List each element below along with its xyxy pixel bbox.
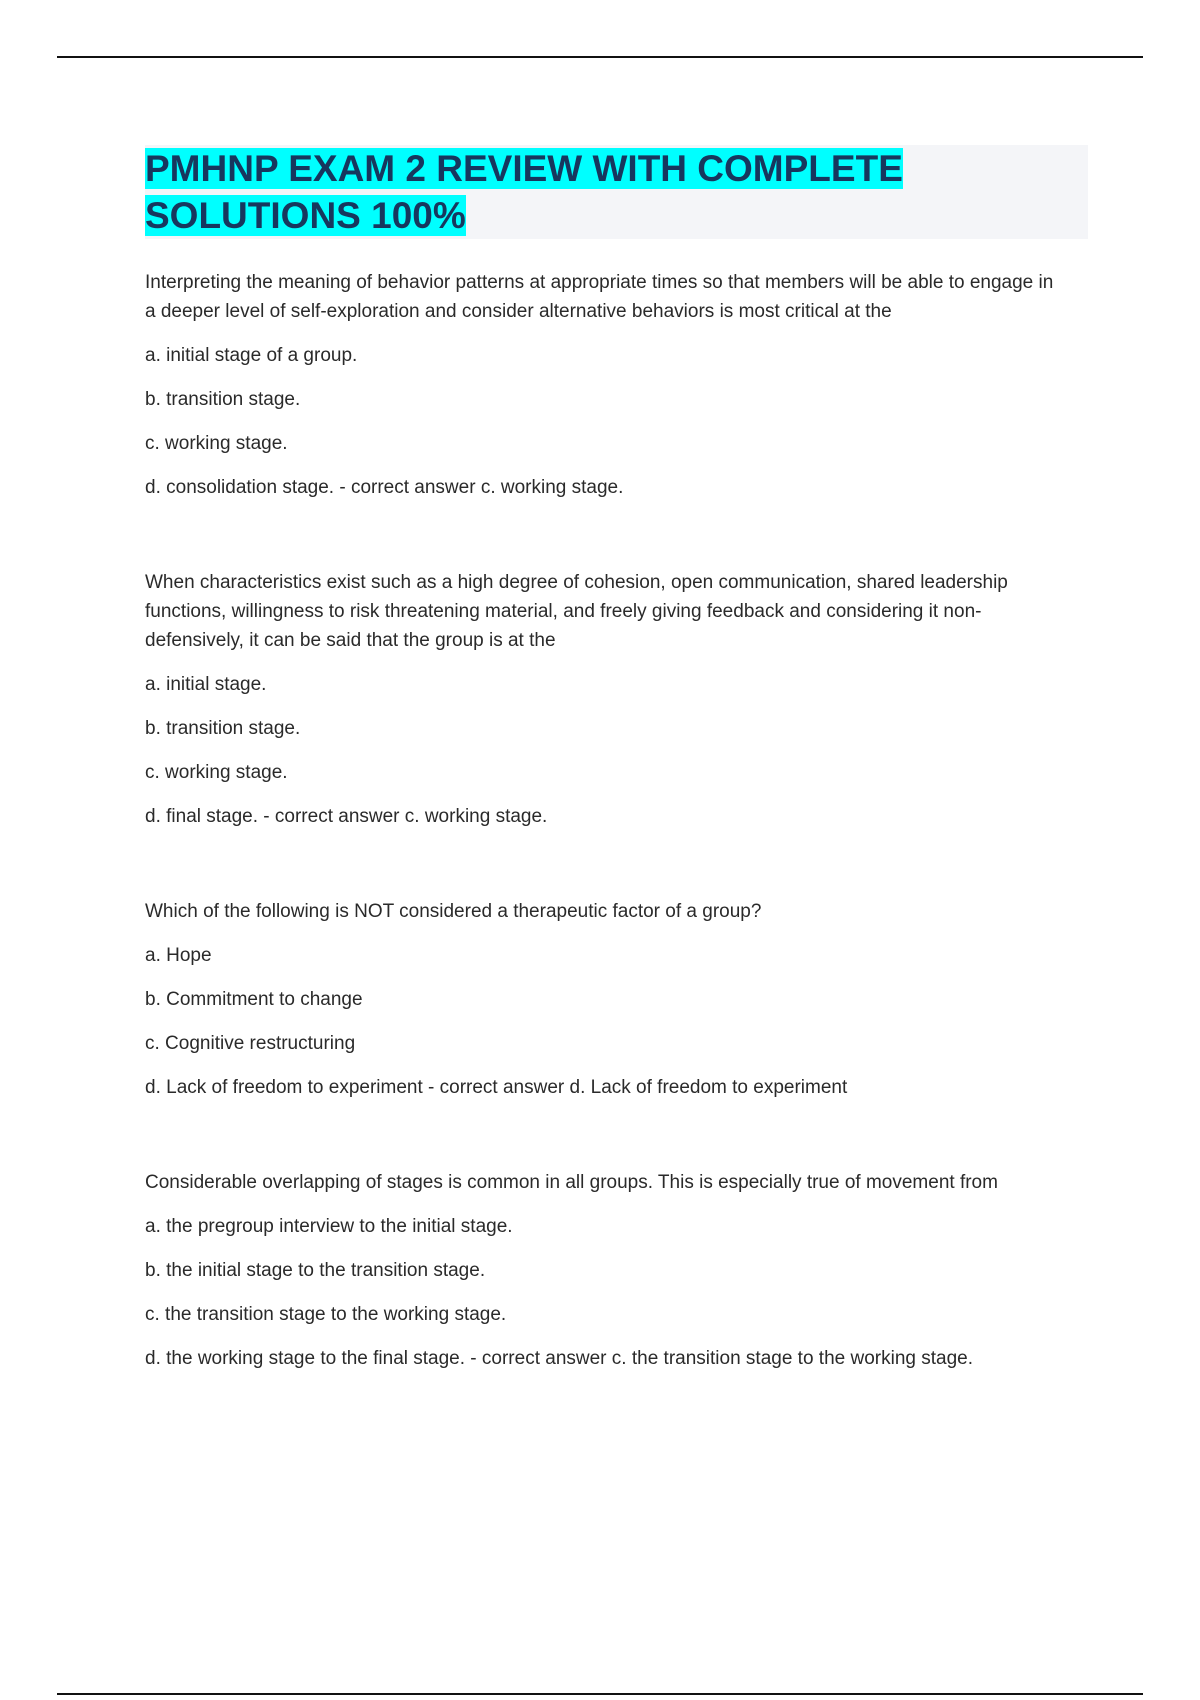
header-rule bbox=[57, 56, 1143, 58]
question-text: Which of the following is NOT considered a therapeutic factor of a group? bbox=[145, 901, 762, 922]
option-d-with-answer: d. Lack of freedom to experiment - correct answer d. Lack of freedom to experiment bbox=[145, 1077, 848, 1098]
option-a: a. initial stage. bbox=[145, 674, 267, 695]
question-4 bbox=[145, 1168, 1065, 1373]
question-1 bbox=[145, 268, 1065, 502]
document-title: PMHNP EXAM 2 REVIEW WITH COMPLETE SOLUTIONS 100% bbox=[145, 148, 903, 236]
footer-rule bbox=[57, 1693, 1143, 1695]
option-b: b. transition stage. bbox=[145, 389, 301, 410]
option-c: c. Cognitive restructuring bbox=[145, 1033, 356, 1054]
option-c: c. working stage. bbox=[145, 433, 288, 454]
option-a: a. initial stage of a group. bbox=[145, 345, 358, 366]
option-a: a. the pregroup interview to the initial stage. bbox=[145, 1216, 513, 1237]
question-text: When characteristics exist such as a high degree of cohesion, open communication, shared leadership functions, willingness to risk threatening material, and freely giving feedback and considering it non-defensively, it can be said that the group is at the bbox=[145, 572, 1008, 651]
option-b: b. transition stage. bbox=[145, 718, 301, 739]
question-text: Considerable overlapping of stages is common in all groups. This is especially true of movement from bbox=[145, 1172, 998, 1193]
option-c: c. working stage. bbox=[145, 762, 288, 783]
option-d-with-answer: d. final stage. - correct answer c. working stage. bbox=[145, 806, 548, 827]
question-2 bbox=[145, 568, 1065, 831]
option-d-with-answer: d. the working stage to the final stage. - correct answer c. the transition stage to the working stage. bbox=[145, 1348, 973, 1369]
question-text: Interpreting the meaning of behavior patterns at appropriate times so that members will be able to engage in a deeper level of self-exploration and consider alternative behaviors is most critical at the bbox=[145, 272, 1054, 322]
question-3 bbox=[145, 897, 1065, 1102]
question-list bbox=[145, 268, 1065, 1373]
option-d-with-answer: d. consolidation stage. - correct answer c. working stage. bbox=[145, 477, 624, 498]
title-block bbox=[145, 145, 1088, 239]
option-b: b. Commitment to change bbox=[145, 989, 363, 1010]
option-b: b. the initial stage to the transition stage. bbox=[145, 1260, 486, 1281]
option-c: c. the transition stage to the working stage. bbox=[145, 1304, 507, 1325]
option-a: a. Hope bbox=[145, 945, 212, 966]
